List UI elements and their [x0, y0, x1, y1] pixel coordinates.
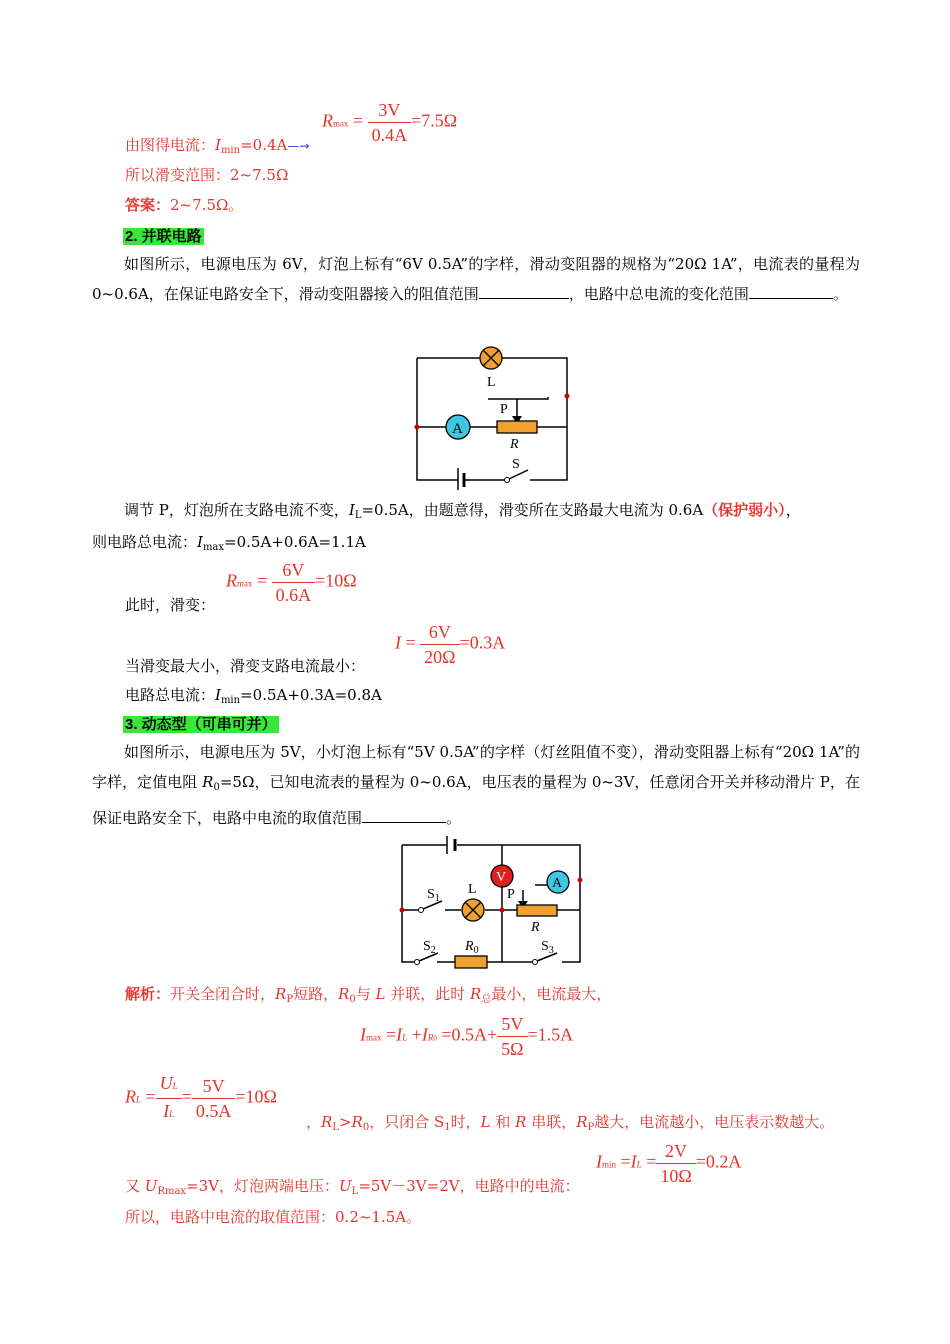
junction-dot	[500, 908, 505, 913]
label-S1: $S_1$	[427, 887, 440, 904]
label-L: L	[487, 375, 496, 390]
label-R: R	[531, 920, 540, 935]
rheostat-icon	[497, 421, 537, 433]
label-P: P	[507, 887, 515, 902]
junction-dot	[415, 425, 420, 430]
dynamic-circuit-diagram	[395, 830, 595, 975]
junction-dot	[578, 878, 583, 883]
section3-compare: ，$R_L>R_0$，只闭合 $S_1$时，L 和 R 串联，$R_P$越大，电流越小，电压表示数越大。	[306, 1113, 835, 1133]
answer-line: 答案：2~7.5Ω。	[125, 196, 244, 214]
resistor-r0-icon	[455, 956, 487, 968]
voltmeter-icon	[491, 865, 513, 887]
parallel-circuit-diagram	[400, 340, 580, 490]
section3-analysis: 解析：开关全闭合时，$R_P$短路，$R_0$与 L 并联，此时 $R_总$最小，电流最大，	[125, 985, 612, 1005]
rheostat-icon	[517, 905, 557, 916]
junction-dot	[400, 908, 405, 913]
svg-text:A: A	[452, 421, 463, 437]
formula-i-min-branch: I = $\frac{6V}{20\Omega}$ =0.3A	[395, 622, 506, 667]
label-R0: $R_0$	[465, 939, 479, 956]
ammeter-icon	[446, 415, 470, 439]
answer-blank-3	[362, 808, 446, 823]
label-S3: $S_3$	[541, 939, 554, 956]
label-L: L	[468, 882, 477, 897]
range-line: 所以滑变范围：2~7.5Ω	[125, 166, 289, 184]
svg-text:V: V	[496, 870, 507, 885]
junction-dot	[565, 394, 570, 399]
section3-conclusion: 所以，电路中电流的取值范围：0.2~1.5A。	[125, 1208, 422, 1226]
section2-solution-2: 则电路总电流：$I_{max}=0.5A+0.6A=1.1A$	[92, 533, 366, 553]
formula-rmax-2: Rmax = $\frac{6V}{0.6A}$ =10Ω	[226, 560, 357, 605]
formula-imin: Imin =IL = $\frac{2V}{10\Omega}$ =0.2A	[596, 1141, 742, 1186]
formula-rmax-1: Rmax = $\frac{3V}{0.4A}$ =7.5Ω	[322, 100, 458, 145]
imin-line: 由图得电流：$I_{min}=0.4A—\to$	[125, 136, 310, 156]
answer-blank-2	[749, 284, 833, 299]
lamp-icon	[462, 899, 484, 921]
section2-solution-1: 调节 P，灯泡所在支路电流不变，$I_L=0.5A$，由题意得，滑变所在支路最大电流为 0.6A（保护弱小），	[124, 501, 801, 521]
battery-icon	[447, 836, 455, 854]
label-R: R	[510, 437, 519, 452]
label-P: P	[500, 402, 508, 417]
answer-blank-1	[479, 284, 569, 299]
label-S2: $S_2$	[423, 939, 436, 956]
battery-icon	[458, 468, 464, 490]
section3-heading: 3. 动态型（可串可并）	[125, 716, 277, 733]
section2-problem: 如图所示，电源电压为 6V，灯泡上标有“6V 0.5A”的字样，滑动变阻器的规格为“20Ω 1A”，电流表的量程为 0~0.6A，在保证电路安全下，滑动变阻器接入的阻值范围 ，电路中总电流的变化范围 。	[92, 255, 860, 303]
section2-solution-5: 电路总电流：$I_{min}=0.5A+0.3A=0.8A$	[125, 686, 382, 706]
section2-heading: 2. 并联电路	[125, 228, 202, 245]
formula-imax: Imax =IL +IR0 =0.5A+ $\frac{5V}{5\Omega}$ =1.5A	[360, 1014, 574, 1059]
lamp-icon	[480, 347, 502, 369]
arrow-icon: —→	[287, 139, 310, 153]
label-S: S	[512, 457, 520, 472]
section3-last-line: 又 $U_{Rmax}=3V$，灯泡两端电压：$U_L=5V-3V=2V$，电路中的电流：	[125, 1177, 580, 1197]
section3-problem: 如图所示，电源电压为 5V，小灯泡上标有“5V 0.5A”的字样（灯丝阻值不变），滑动变阻器上标有“20Ω 1A”的字样，定值电阻 $R_0=5\Omega$，已知电流表的量程为 0~0.6A，电压表的量程为 0~3V，任意闭合开关并移动滑片 P，在保证电路安全下，电路中电流的取值范围 。	[92, 743, 860, 827]
section2-solution-3: 此时，滑变：	[125, 596, 216, 614]
svg-text:A: A	[552, 876, 563, 891]
formula-rl: RL = $\frac{UL}{IL}$ = $\frac{5V}{0.5A}$ =10Ω	[125, 1073, 277, 1121]
section2-solution-4: 当滑变最大小，滑变支路电流最小：	[125, 657, 366, 675]
ammeter-icon	[547, 871, 569, 893]
